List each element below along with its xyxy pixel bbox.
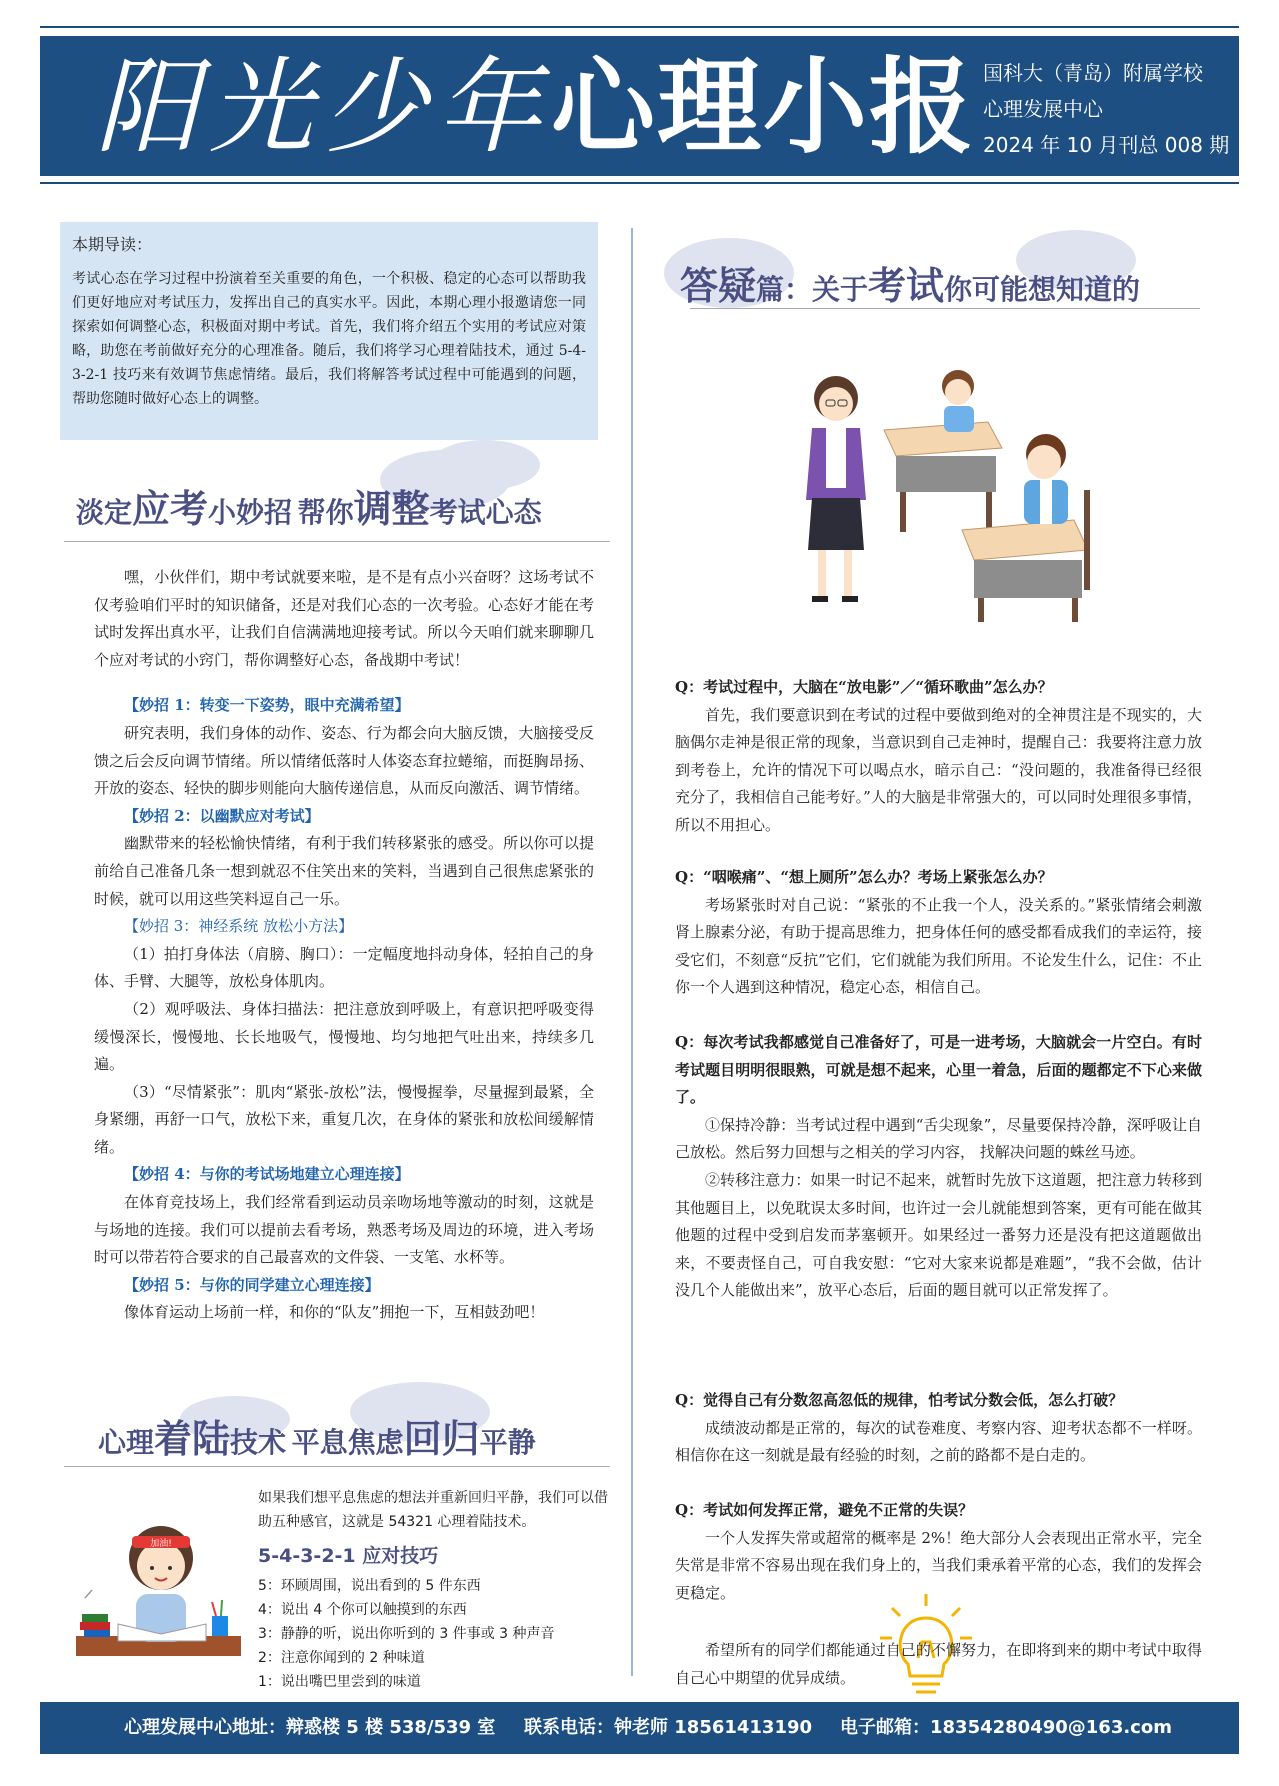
- closing-message: [675, 1637, 1202, 1692]
- tip2-body: 幽默带来的轻松愉快情绪，有利于我们转移紧张的感受。所以你可以提前给自己准备几条一想到就忍不住笑出来的笑料，当遇到自己很焦虑紧张的时候，就可以用这些笑料逗自己一乐。: [94, 834, 594, 908]
- section1-body: [94, 564, 594, 1327]
- newspaper-title: [95, 46, 976, 168]
- tip4-body: 在体育竞技场上，我们经常看到运动员亲吻场地等激动的时刻，这就是与场地的连接。我们可以提前去看考场，熟悉考场及周边的环境，进入考场时可以带若符合要求的自己最喜欢的文件袋、一支笔、水杯等。: [94, 1193, 594, 1267]
- tip1-body: 研究表明，我们身体的动作、姿态、行为都会向大脑反馈，大脑接受反馈之后会反向调节情绪。所以情绪低落时人体姿态耷拉蜷缩，而挺胸昂扬、开放的姿态、轻快的脚步则能向大脑传递信息，从而反向激活、调节情绪。: [94, 723, 594, 798]
- guide-title: 本期导读：: [72, 235, 153, 254]
- title-part1: 阳光少年: [95, 46, 552, 168]
- center-name: 心理发展中心: [983, 97, 1103, 121]
- studying-student-illustration: [66, 1506, 246, 1666]
- qa-question: Q：每次考试我都感觉自己准备好了，可是一进考场，大脑就会一片空白。有时考试题目明明很眼熟，可就是想不起来，心里一着急，后面的题都定不下心来做了。: [675, 1033, 1202, 1107]
- grounding-step-2: 2：注意你闻到的 2 种味道: [258, 1650, 425, 1666]
- classroom-exam-illustration: [788, 360, 1108, 622]
- grounding-step-1: 1：说出嘴巴里尝到的味道: [258, 1674, 421, 1690]
- qa-question: Q：觉得自己有分数忽高忽低的规律，怕考试分数会低，怎么打破？: [675, 1391, 1124, 1409]
- top-rule: [40, 26, 1239, 28]
- qa-answer: ①保持冷静：当考试过程中遇到“舌尖现象”，尽量要保持冷静，深呼吸让自己放松。然后努力回想与之相关的学习内容， 找解决问题的蛛丝马迹。: [675, 1115, 1202, 1162]
- tip4-title: 【妙招 4：与你的考试场地建立心理连接】: [124, 1165, 410, 1184]
- footer-email: 电子邮箱：18354280490@163.com: [840, 1717, 1172, 1738]
- footer-address: 心理发展中心地址：辩惑楼 5 楼 538/539 室: [124, 1717, 496, 1738]
- qa-question: Q：考试如何发挥正常，避免不正常的失误？: [675, 1501, 974, 1519]
- section3-title: 答疑篇：关于考试你可能想知道的: [680, 264, 1141, 308]
- tip5-title: 【妙招 5：与你的同学建立心理连接】: [124, 1275, 380, 1294]
- tip3-body3: （3）“尽情紧张”：肌肉“紧张-放松”法，慢慢握拳，尽量握到最紧，全身紧绷，再舒一口气，放松下来，重复几次，在身体的紧张和放松间缓解情绪。: [94, 1082, 594, 1156]
- tip3-body1: （1）拍打身体法（肩膀、胸口）：一定幅度地抖动身体，轻拍自己的身体、手臂、大腿等，放松身体肌肉。: [94, 944, 594, 991]
- guide-box: [60, 222, 598, 440]
- footer-phone: 联系电话：钟老师 18561413190: [524, 1717, 813, 1738]
- tip3-title: 【妙招 3：神经系统 放松小方法】: [124, 917, 354, 936]
- section1-title: 淡定应考小妙招 帮你调整考试心态: [76, 487, 542, 531]
- qa-item-5: [675, 1497, 1202, 1607]
- tip1-title: 【妙招 1：转变一下姿势，眼中充满希望】: [124, 696, 410, 715]
- qa-answer: 首先，我们要意识到在考试的过程中要做到绝对的全神贯注是不现实的，大脑偶尔走神是很正常的现象，当意识到自己走神时，提醒自己：我要将注意力放到考卷上，允许的情况下可以喝点水，暗示自己：“没问题的，我准备得已经很充分了，我相信自己能考好。”人的大脑是非常强大的，可以同时处理很多事情，所以不用担心。: [675, 705, 1202, 834]
- qa-item-1: [675, 674, 1202, 840]
- footer-bar: [40, 1702, 1239, 1754]
- tip3-body2: （2）观呼吸法、身体扫描法：把注意放到呼吸上，有意识把呼吸变得缓慢深长，慢慢地、长长地吸气，慢慢地、均匀地把气吐出来，持续多几遍。: [94, 999, 594, 1074]
- masthead-bottom-rule: [40, 182, 1239, 184]
- title-part2: 心理小报: [551, 46, 976, 168]
- qa-question: Q：考试过程中，大脑在“放电影”／“循环歌曲”怎么办？: [675, 678, 1053, 696]
- school-name: 国科大（青岛）附属学校: [983, 61, 1203, 85]
- grounding-step-5: 5：环顾周围，说出看到的 5 件东西: [258, 1578, 481, 1594]
- grounding-step-4: 4：说出 4 个你可以触摸到的东西: [258, 1602, 467, 1618]
- section1-underline: [64, 541, 610, 542]
- guide-body: 考试心态在学习过程中扮演着至关重要的角色，一个积极、稳定的心态可以帮助我们更好地应对考试压力，发挥出自己的真实水平。因此，本期心理小报邀请您一同探索如何调整心态，积极面对期中考试。首先，我们将介绍五个实用的考试应对策略，助您在考前做好充分的心理准备。随后，我们将学习心理着陆技术，通过 5-4-3-2-1 技巧来有效调节焦虑情绪。最后，我们将解答考试过程中可能遇到的问题，帮助您随时做好心态上的调整。: [72, 271, 586, 407]
- qa-answer: ②转移注意力：如果一时记不起来，就暂时先放下这道题，把注意力转移到其他题目上，以免耽误太多时间，也许过一会儿就能想到答案，更有可能在做其他题的过程中受到启发而茅塞顿开。如果经过一番努力还是没有把这道题做出来，不要责怪自己，可自我安慰：“它对大家来说都是难题”，“我不会做，估计没几个人能做出来”，放平心态后，后面的题目就可以正常发挥了。: [675, 1170, 1202, 1300]
- qa-item-3: [675, 1029, 1202, 1305]
- grounding-steps-list: [258, 1574, 555, 1694]
- column-divider: [631, 228, 633, 1676]
- section2-title: 心理着陆技术 平息焦虑回归平静: [98, 1417, 536, 1461]
- issue-info: 2024 年 10 月刊总 008 期: [983, 133, 1230, 157]
- closing-text: 希望所有的同学们都能通过自己的不懈努力，在即将到来的期中考试中取得自己心中期望的优异成绩。: [675, 1641, 1202, 1687]
- grounding-intro: 如果我们想平息焦虑的想法并重新回归平静，我们可以借助五种感官，这就是 54321 心理着陆技术。: [258, 1490, 608, 1530]
- section1-intro: 嘿，小伙伴们，期中考试就要来啦，是不是有点小兴奋呀？这场考试不仅考验咱们平时的知识储备，还是对我们心态的一次考验。心态好才能在考试时发挥出真水平，让我们自信满满地迎接考试。所以今天咱们就来聊聊几个应对考试的小窍门，帮你调整好心态，备战期中考试！: [94, 568, 594, 669]
- tip5-body: 像体育运动上场前一样，和你的“队友”拥抱一下，互相鼓劲吧！: [124, 1303, 545, 1322]
- qa-item-4: [675, 1387, 1202, 1470]
- qa-question: Q：“咽喉痛”、“想上厕所”怎么办？考场上紧张怎么办？: [675, 868, 1053, 886]
- qa-answer: 考场紧张时对自己说：“紧张的不止我一个人，没关系的。”紧张情绪会刺激肾上腺素分泌，有助于提高思维力，把身体任何的感受都看成我们的幸运符，接受它们，不刻意“反抗”它们，它们就能为我们所用。不论发生什么，记住：不止你一个人遇到这种情况，稳定心态，相信自己。: [675, 895, 1202, 997]
- section2-underline: [64, 1466, 610, 1467]
- grounding-step-3: 3：静静的听，说出你听到的 3 件事或 3 种声音: [258, 1626, 555, 1642]
- grounding-steps-title: 5-4-3-2-1 应对技巧: [258, 1545, 439, 1567]
- qa-answer: 一个人发挥失常或超常的概率是 2%！绝大部分人会表现出正常水平，完全失常是非常不容易出现在我们身上的，当我们秉承着平常的心态，我们的发挥会更稳定。: [675, 1528, 1202, 1602]
- qa-answer: 成绩波动都是正常的，每次的试卷难度、考察内容、迎考状态都不一样呀。相信你在这一刻就是最有经验的时刻，之前的路都不是白走的。: [675, 1418, 1202, 1465]
- section3-underline: [690, 308, 1200, 309]
- qa-item-2: [675, 864, 1202, 1002]
- headband-text: 加油!: [150, 1539, 172, 1549]
- tip2-title: 【妙招 2：以幽默应对考试】: [124, 806, 320, 825]
